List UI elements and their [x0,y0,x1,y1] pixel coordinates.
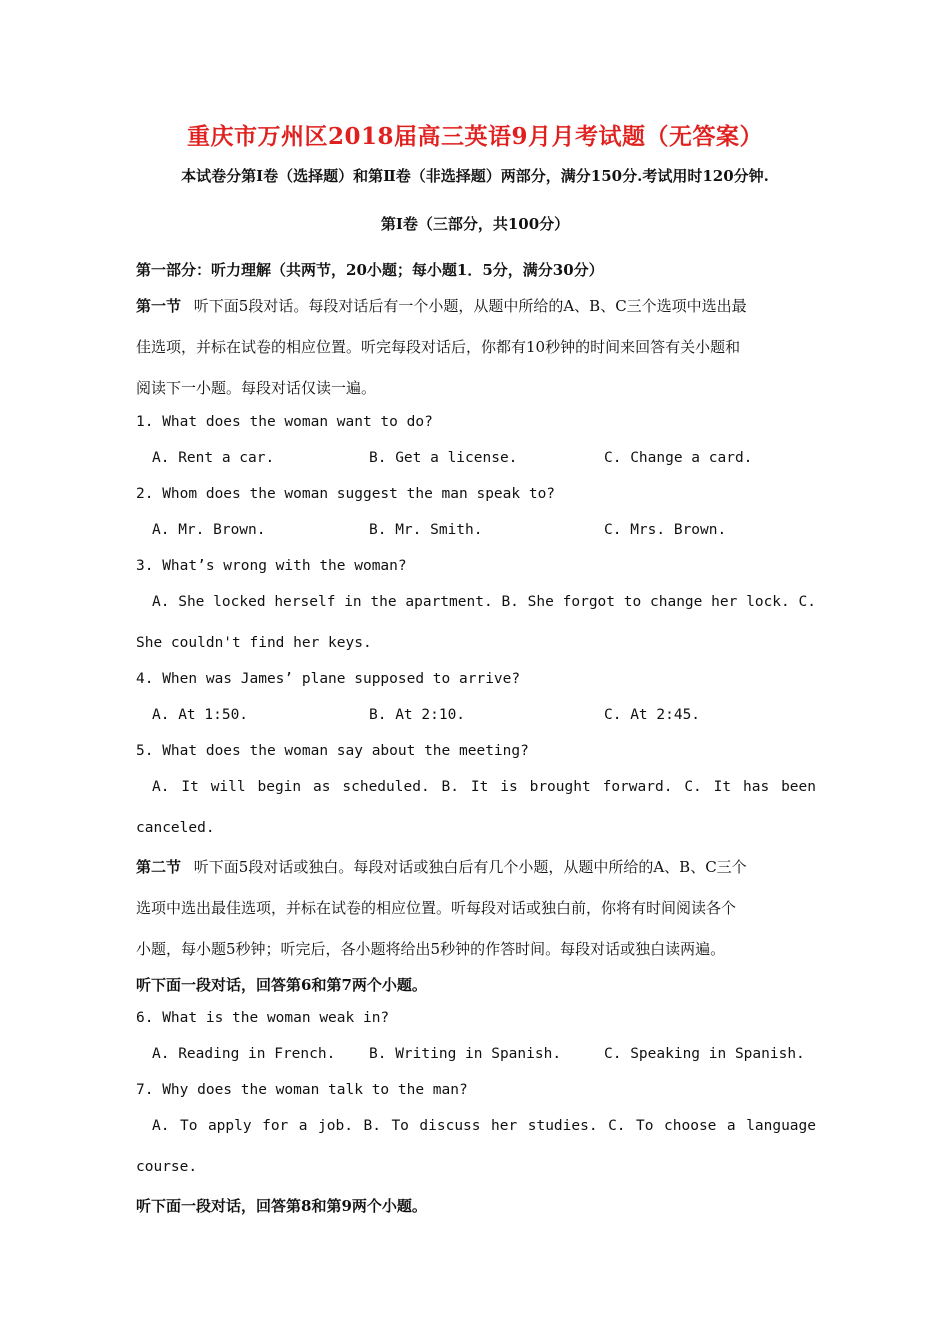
section2-line3: 小题，每小题5秒钟；听完后，各小题将给出5秒钟的作答时间。每段对话或独白读两遍。 [136,940,726,958]
question-2-stem: 2. Whom does the woman suggest the man speak to? [136,486,556,502]
question-5-stem: 5. What does the woman say about the meeting? [136,743,529,759]
exam-intro: 本试卷分第Ⅰ卷（选择题）和第Ⅱ卷（非选择题）两部分，满分150分.考试用时120分钟. [181,167,769,185]
section1-label: 第一节 [136,297,182,315]
question-1-stem: 1. What does the woman want to do? [136,414,433,430]
section2-line2: 选项中选出最佳选项，并标在试卷的相应位置。听每段对话或独白前，你将有时间阅读各个 [136,899,737,917]
question-7-stem: 7. Why does the woman talk to the man? [136,1082,468,1098]
question-6-option-a: A. Reading in French. [152,1046,336,1062]
section1-line3: 阅读下一小题。每段对话仅读一遍。 [136,379,377,397]
listen-instruction-6-7: 听下面一段对话，回答第6和第7两个小题。 [136,976,427,994]
page-title: 重庆市万州区2018届高三英语9月月考试题（无答案） [186,123,764,150]
question-7-options-cont: course. [136,1159,198,1175]
question-6-option-c: C. Speaking in Spanish. [604,1046,805,1062]
question-6-stem: 6. What is the woman weak in? [136,1010,390,1026]
question-6-option-b: B. Writing in Spanish. [369,1046,562,1062]
question-3-stem: 3. What’s wrong with the woman? [136,558,407,574]
volume1-heading: 第Ⅰ卷（三部分，共100分） [380,215,570,233]
question-4-option-a: A. At 1:50. [152,707,249,723]
question-1-option-b: B. Get a license. [369,450,518,466]
section2-line1 [136,856,816,877]
section2-label: 第二节 [136,858,182,876]
question-4-stem: 4. When was James’ plane supposed to arrive? [136,671,521,687]
question-1-option-c: C. Change a card. [604,450,753,466]
question-2-option-b: B. Mr. Smith. [369,522,483,538]
listen-instruction-8-9: 听下面一段对话，回答第8和第9两个小题。 [136,1197,427,1215]
question-1-option-a: A. Rent a car. [152,450,275,466]
question-7-options: A. To apply for a job. B. To discuss her studies. C. To choose a language [152,1118,816,1134]
question-2-option-c: C. Mrs. Brown. [604,522,727,538]
part1-heading: 第一部分：听力理解（共两节，20小题；每小题1．5分，满分30分） [136,261,604,279]
section1-line2: 佳选项，并标在试卷的相应位置。听完每段对话后，你都有10秒钟的时间来回答有关小题和 [136,338,741,356]
question-3-options-cont: She couldn't find her keys. [136,635,372,651]
section1-text1: 听下面5段对话。每段对话后有一个小题，从题中所给的A、B、C三个选项中选出最 [193,297,747,315]
question-5-options-cont: canceled. [136,820,215,836]
section2-text1: 听下面5段对话或独白。每段对话或独白后有几个小题，从题中所给的A、B、C三个 [193,858,747,876]
question-5-options: A. It will begin as scheduled. B. It is brought forward. C. It has been [152,779,816,795]
question-4-option-b: B. At 2:10. [369,707,466,723]
question-2-option-a: A. Mr. Brown. [152,522,266,538]
section1-line1 [136,295,816,316]
question-3-options: A. She locked herself in the apartment. B. She forgot to change her lock. C. [152,594,816,610]
question-4-option-c: C. At 2:45. [604,707,701,723]
